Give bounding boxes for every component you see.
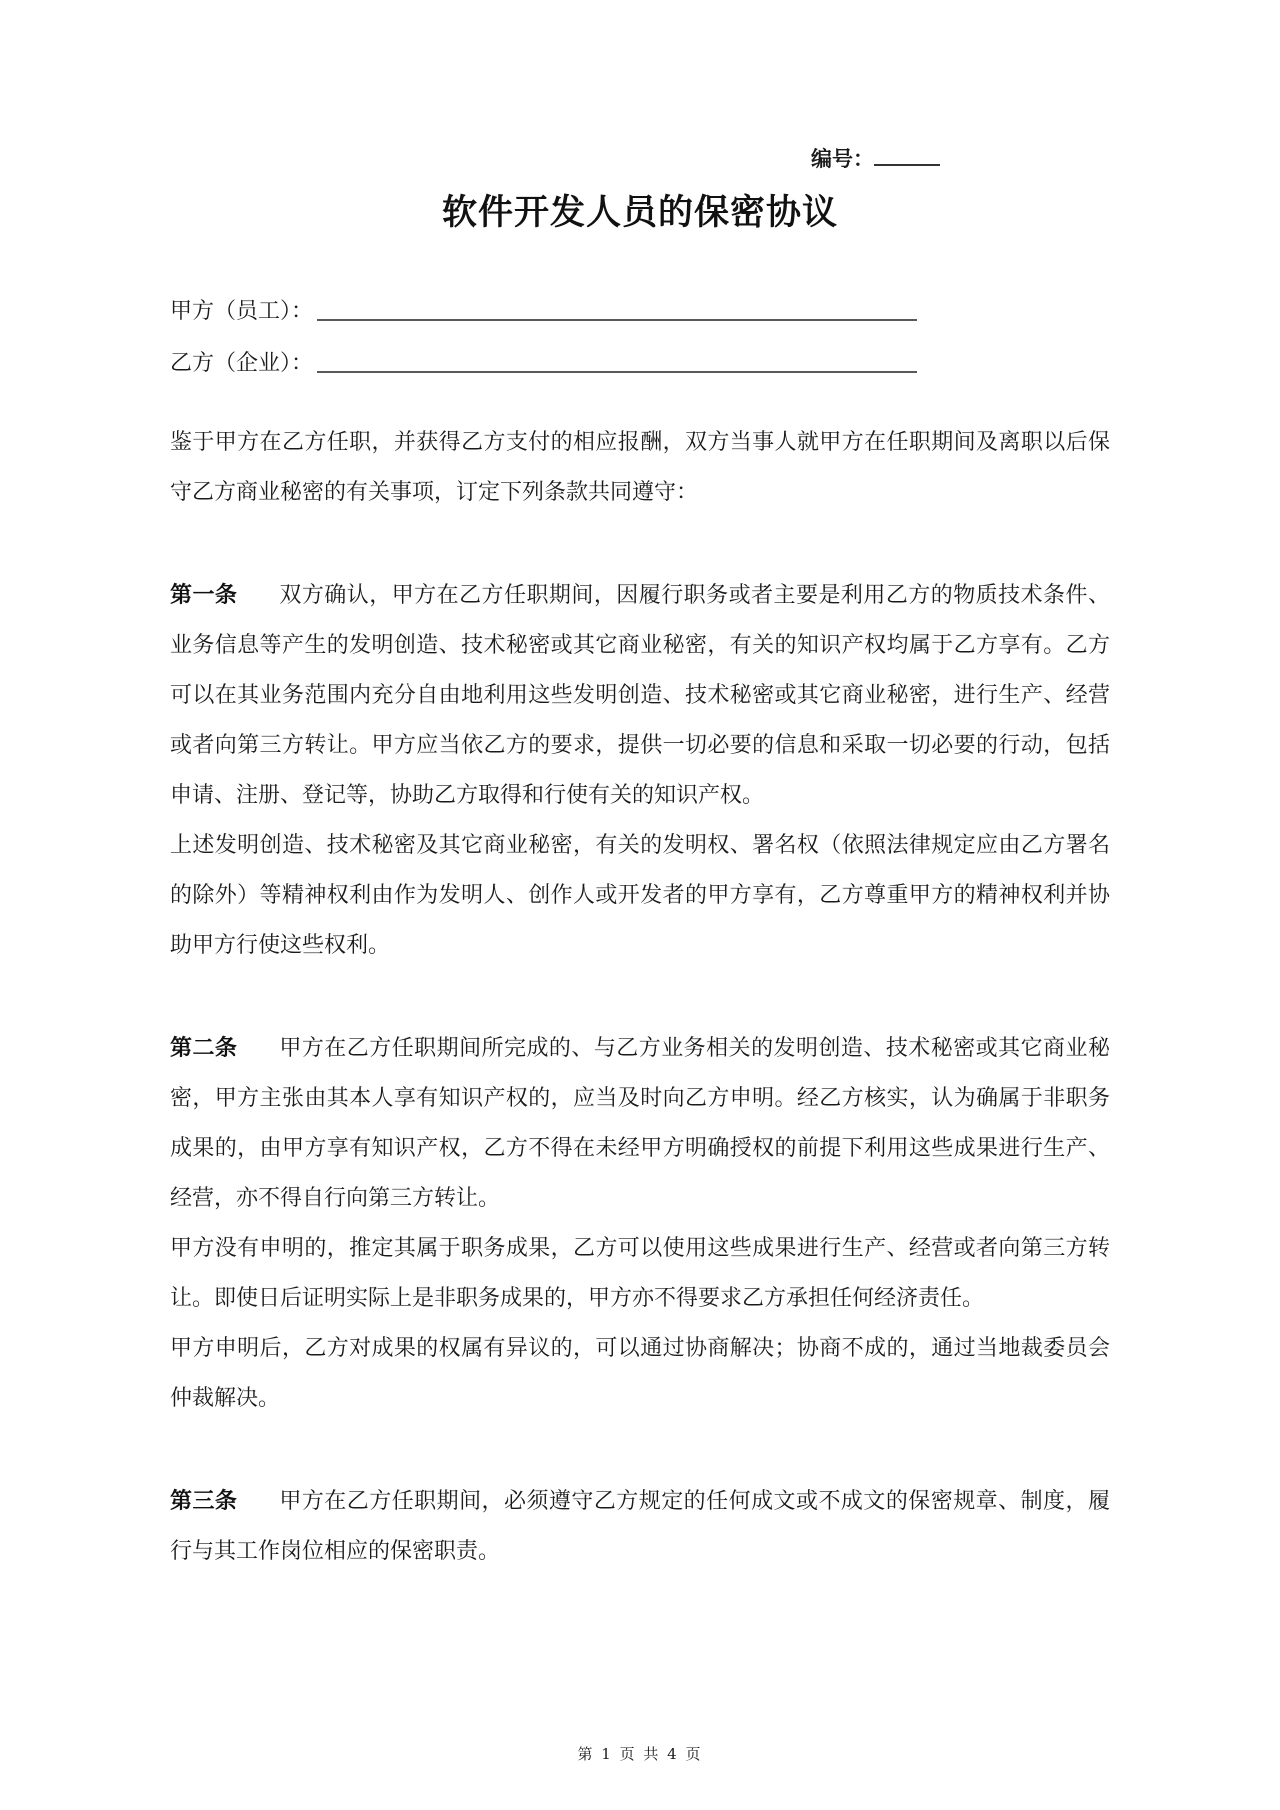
party-a-label: 甲方（员工）： (170, 299, 314, 324)
serial-number-row (170, 0, 1110, 174)
party-b-blank (317, 345, 917, 373)
page-number-footer: 第 1 页 共 4 页 (577, 1745, 703, 1763)
party-section (170, 286, 1110, 390)
article-1-text-1: 双方确认，甲方在乙方任职期间，因履行职务或者主要是利用乙方的物质技术条件、业务信息等产生的发明创造、技术秘密或其它商业秘密，有关的知识产权均属于乙方享有。乙方可以在其业务范围内充分自由地利用这些发明创造、技术秘密或其它商业秘密，进行生产、经营或者向第三方转让。甲方应当依乙方的要求，提供一切必要的信息和采取一切必要的行动，包括申请、注册、登记等，协助乙方取得和行使有关的知识产权。 (170, 583, 1110, 808)
article-2-text-1: 甲方在乙方任职期间所完成的、与乙方业务相关的发明创造、技术秘密或其它商业秘密，甲方主张由其本人享有知识产权的，应当及时向乙方申明。经乙方核实，认为确属于非职务成果的，由甲方享有知识产权，乙方不得在未经甲方明确授权的前提下利用这些成果进行生产、经营，亦不得自行向第三方转让。 (170, 1036, 1110, 1211)
serial-number-blank (874, 140, 940, 166)
article-2-number: 第二条 (170, 1035, 238, 1061)
article-3-text-1: 甲方在乙方任职期间，必须遵守乙方规定的任何成文或不成文的保密规章、制度，履行与其工作岗位相应的保密职责。 (170, 1489, 1110, 1564)
article-1-paragraph-2: 上述发明创造、技术秘密及其它商业秘密，有关的发明权、署名权（依照法律规定应由乙方署名的除外）等精神权利由作为发明人、创作人或开发者的甲方享有，乙方尊重甲方的精神权利并协助甲方行使这些权利。 (170, 833, 1110, 958)
article-3-number: 第三条 (170, 1488, 238, 1514)
party-b-label: 乙方（企业）： (170, 351, 314, 376)
article-1 (170, 570, 1110, 971)
article-2-paragraph-1 (170, 1023, 1110, 1224)
party-a-row (170, 286, 1110, 338)
article-3 (170, 1476, 1110, 1577)
intro-paragraph: 鉴于甲方在乙方任职，并获得乙方支付的相应报酬，双方当事人就甲方在任职期间及离职以后保守乙方商业秘密的有关事项，订定下列条款共同遵守： (170, 430, 1110, 505)
party-a-blank (317, 293, 917, 321)
article-1-number: 第一条 (170, 582, 238, 608)
article-2 (170, 1023, 1110, 1424)
document-title: 软件开发人员的保密协议 (441, 192, 838, 233)
article-2-paragraph-2: 甲方没有申明的，推定其属于职务成果，乙方可以使用这些成果进行生产、经营或者向第三方转让。即使日后证明实际上是非职务成果的，甲方亦不得要求乙方承担任何经济责任。 (170, 1236, 1110, 1311)
article-2-paragraph-3: 甲方申明后，乙方对成果的权属有异议的，可以通过协商解决；协商不成的，通过当地裁委员会仲裁解决。 (170, 1336, 1110, 1411)
serial-number-label: 编号： (811, 146, 874, 171)
party-b-row (170, 338, 1110, 390)
article-3-paragraph-1 (170, 1476, 1110, 1577)
article-1-paragraph-1 (170, 570, 1110, 821)
